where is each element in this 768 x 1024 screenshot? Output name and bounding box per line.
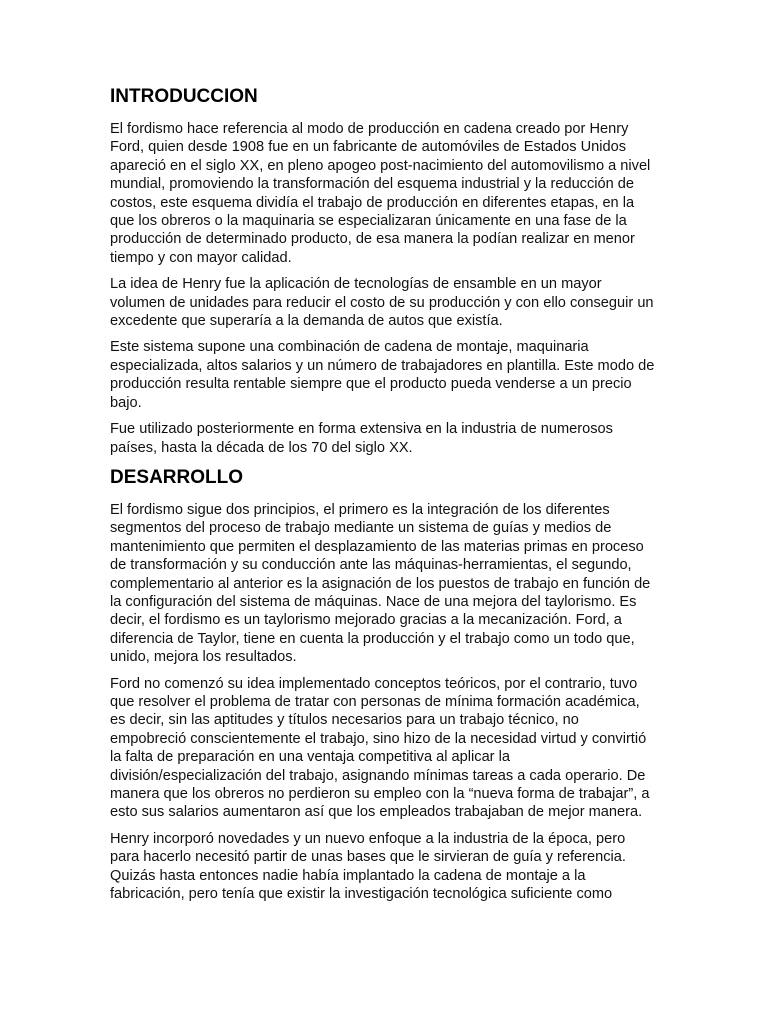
intro-paragraph-2: La idea de Henry fue la aplicación de tecnologías de ensamble en un mayor volumen de unidades para reducir el costo de su producción y con ello conseguir un excedente que superaría a la demanda de autos que existía. (110, 276, 654, 330)
heading-introduccion: INTRODUCCION (110, 86, 258, 107)
intro-paragraph-4: Fue utilizado posteriormente en forma extensiva en la industria de numerosos países, hasta la década de los 70 del siglo XX. (110, 421, 613, 456)
desarrollo-paragraph-3: Henry incorporó novedades y un nuevo enfoque a la industria de la época, pero para hacerlo necesitó partir de unas bases que le sirvieran de guía y referencia. Quizás hasta entonces nadie había implantado la cadena de montaje a la fabricación, pero tenía que existir la investigación tecnológica suficiente como (110, 830, 626, 903)
desarrollo-paragraph-1: El fordismo sigue dos principios, el primero es la integración de los diferentes segmentos del proceso de trabajo mediante un sistema de guías y medios de mantenimiento que permiten el desplazamiento de las materias primas en proceso de transformación y su conducción ante las máquinas-herramientas, el segundo, complementario al anterior es la asignación de los puestos de trabajo en función de la configuración del sistema de máquinas. Nace de una mejora del taylorismo. Es decir, el fordismo es un taylorismo mejorado gracias a la mecanización. Ford, a diferencia de Taylor, tiene en cuenta la producción y el trabajo como un todo que, unido, mejora los resultados. (110, 501, 651, 666)
desarrollo-paragraph-2: Ford no comenzó su idea implementado conceptos teóricos, por el contrario, tuvo que resolver el problema de tratar con personas de mínima formación académica, es decir, sin las aptitudes y títulos necesarios para un trabajo técnico, no empobreció conscientemente el trabajo, sino hizo de la necesidad virtud y convirtió la falta de preparación en una ventaja competitiva al aplicar la división/especialización del trabajo, asignando mínimas tareas a cada operario. De manera que los obreros no perdieron su empleo con la “nueva forma de trabajar”, a esto sus salarios aumentaron así que los empleados trabajaban de mejor manera. (110, 675, 650, 821)
intro-paragraph-1: El fordismo hace referencia al modo de producción en cadena creado por Henry Ford, quien desde 1908 fue en un fabricante de automóviles de Estados Unidos apareció en el siglo XX, en pleno apogeo post-nacimiento del automovilismo a nivel mundial, promoviendo la transformación del esquema industrial y la reducción de costos, este esquema dividía el trabajo de producción en diferentes etapas, en la que los obreros o la maquinaria se especializaran únicamente en una fase de la producción de determinado producto, de esa manera la podían realizar en menor tiempo y con mayor calidad. (110, 121, 651, 266)
document-page (110, 84, 658, 911)
heading-desarrollo: DESARROLLO (110, 466, 243, 488)
intro-paragraph-3: Este sistema supone una combinación de cadena de montaje, maquinaria especializada, altos salarios y un número de trabajadores en plantilla. Este modo de producción resulta rentable siempre que el producto pueda venderse a un precio bajo. (110, 339, 655, 411)
